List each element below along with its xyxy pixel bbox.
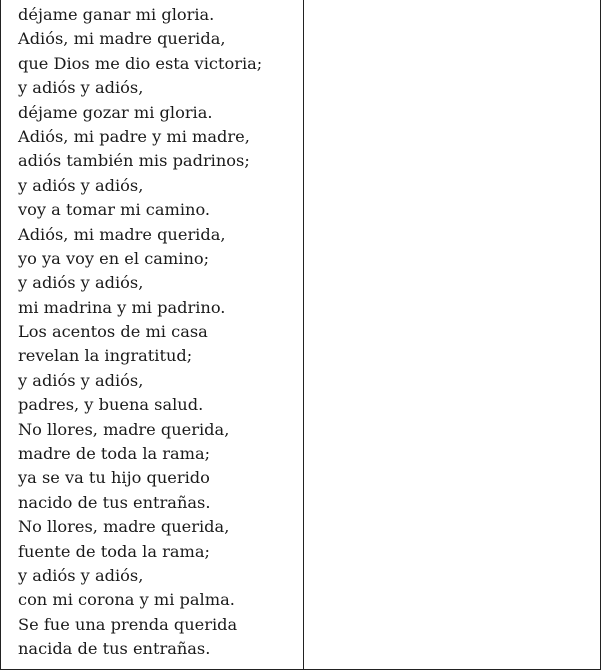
verse-line: y adiós y adiós, [18,273,144,293]
verse-line: nacido de tus entrañas. [18,492,211,512]
verse-line: y adiós y adiós, [18,175,144,195]
verse-line: Adiós, mi madre querida, [18,29,226,49]
verse-line: y adiós y adiós, [18,370,144,390]
verse-line: déjame gozar mi gloria. [18,102,213,122]
verse-line: mi madrina y mi padrino. [18,297,226,317]
verse-line: fuente de toda la rama; [18,541,210,561]
verse-line: adiós también mis padrinos; [18,151,250,171]
verse-line: yo ya voy en el camino; [18,248,210,268]
verse-line: ya se va tu hijo querido [18,468,210,488]
verse-line: No llores, madre querida, [18,517,230,537]
verse-line: y adiós y adiós, [18,565,144,585]
empty-column [304,0,600,669]
verse-line: nacida de tus entrañas. [18,639,211,659]
verse-line: y adiós y adiós, [18,78,144,98]
verse-line: Adiós, mi padre y mi madre, [18,126,250,146]
verse-line: con mi corona y mi palma. [18,590,235,610]
verse-line: Adiós, mi madre querida, [18,224,226,244]
verse-column [1,0,304,669]
verse-line: Los acentos de mi casa [18,322,208,342]
verse-line: voy a tomar mi camino. [18,200,211,220]
verse-line: déjame ganar mi gloria. [18,5,215,24]
verse-line: madre de toda la rama; [18,444,211,464]
verse-line: Se fue una prenda querida [18,614,238,634]
verse-line: revelan la ingratitud; [18,346,193,366]
verse-line: padres, y buena salud. [18,395,204,415]
verse-line: No llores, madre querida, [18,419,230,439]
verse-line: que Dios me dio esta victoria; [18,53,263,73]
verse-list [18,3,262,662]
